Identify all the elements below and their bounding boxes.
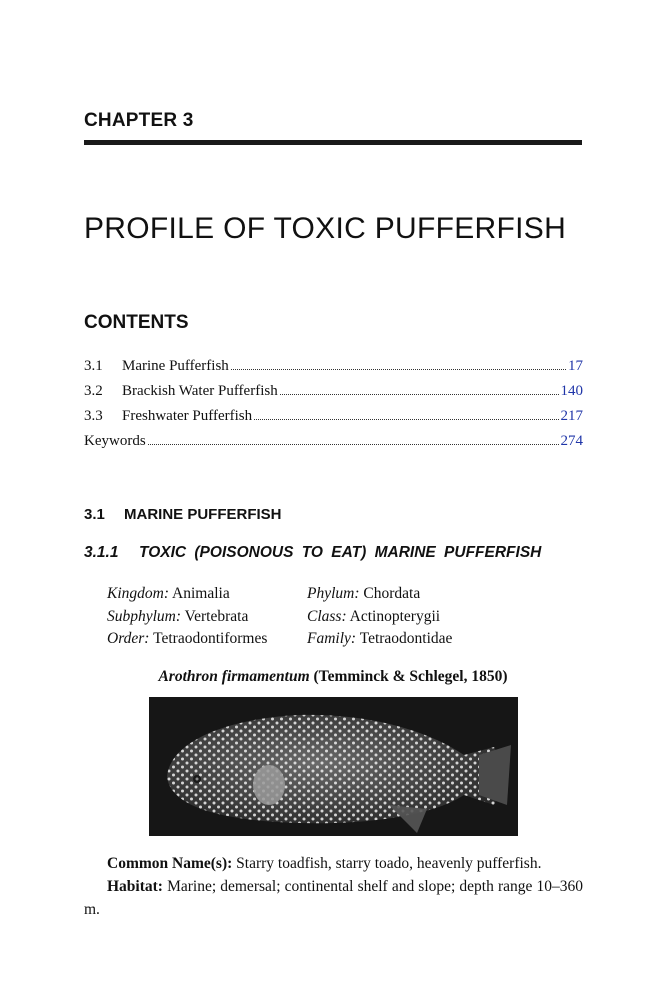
chapter-rule: [84, 140, 582, 145]
toc-page-link[interactable]: 217: [560, 408, 583, 424]
toc-entry-title: Brackish Water Pufferfish: [122, 383, 278, 399]
habitat-text: Marine; demersal; continental shelf and slope; depth range 10–360 m.: [84, 878, 583, 918]
subsection-heading: [84, 544, 541, 562]
toc-entry-3-1[interactable]: [84, 358, 583, 383]
fish-pectoral-fin: [253, 765, 285, 805]
taxonomy-kingdom: Kingdom: Animalia: [107, 585, 230, 602]
toc-entry-title: Freshwater Pufferfish: [122, 408, 253, 424]
toc-entry-number: 3.2: [84, 383, 103, 399]
section-title: MARINE PUFFERFISH: [124, 506, 282, 523]
toc-page-link[interactable]: 140: [560, 383, 583, 399]
toc-entry-title: Marine Pufferfish: [122, 358, 229, 374]
subsection-number: 3.1.1: [84, 544, 119, 561]
toc-entry-number: 3.3: [84, 408, 103, 424]
taxonomy-class: Class: Actinopterygii: [307, 607, 441, 625]
toc-entry-number: 3.1: [84, 358, 103, 374]
species-title: [0, 668, 666, 686]
common-names-paragraph: [84, 852, 583, 875]
toc-dot-leader: [254, 418, 558, 420]
starry-toadfish-photo: [149, 697, 518, 836]
taxonomy-order: Order: Tetraodontiformes: [107, 630, 268, 647]
subsection-title: TOXIC (POISONOUS TO EAT) MARINE PUFFERFISH: [139, 544, 542, 561]
habitat-label: Habitat:: [107, 878, 163, 895]
chapter-label: CHAPTER 3: [84, 110, 194, 131]
fish-tail: [479, 745, 511, 805]
taxonomy-block: [107, 585, 507, 653]
toc-dot-leader: [148, 443, 559, 445]
taxonomy-subphylum: Subphylum: Vertebrata: [107, 607, 249, 625]
toc-page-link[interactable]: 17: [568, 358, 583, 374]
pufferfish-image: [149, 697, 518, 836]
toc-dot-leader: [280, 393, 559, 395]
taxonomy-family: Family: Tetraodontidae: [307, 630, 453, 647]
toc-entry-title: Keywords: [84, 433, 146, 449]
section-number: 3.1: [84, 506, 105, 523]
habitat-paragraph: [84, 875, 583, 921]
contents-heading: CONTENTS: [84, 312, 189, 333]
species-name: Arothron firmamentum: [158, 668, 310, 685]
section-heading: [84, 506, 282, 523]
table-of-contents: [84, 358, 583, 458]
toc-entry-3-3[interactable]: [84, 408, 583, 433]
toc-entry-3-2[interactable]: [84, 383, 583, 408]
chapter-title: PROFILE OF TOXIC PUFFERFISH: [84, 212, 567, 245]
common-names-label: Common Name(s):: [107, 855, 233, 872]
species-authority: (Temminck & Schlegel, 1850): [313, 668, 508, 685]
toc-page-link[interactable]: 274: [560, 433, 583, 449]
toc-dot-leader: [231, 368, 566, 370]
toc-entry-keywords[interactable]: [84, 433, 583, 458]
common-names-text: Starry toadfish, starry toado, heavenly pufferfish.: [236, 855, 542, 872]
fish-lower-fin: [389, 805, 427, 833]
taxonomy-phylum: Phylum: Chordata: [307, 585, 421, 602]
